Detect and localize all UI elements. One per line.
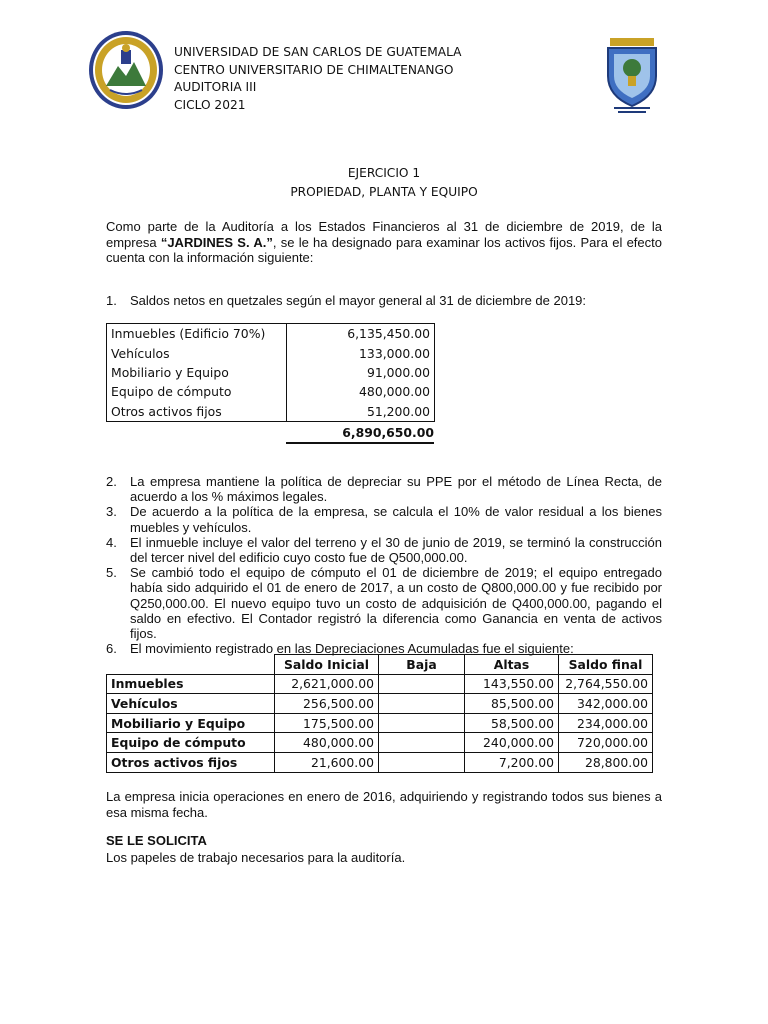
centro-universitario-shield-logo	[604, 36, 660, 114]
exercise-subtitle: PROPIEDAD, PLANTA Y EQUIPO	[290, 185, 478, 199]
net-balances-table	[106, 323, 435, 422]
saldo-inicial-cell: 480,000.00	[275, 733, 379, 753]
altas-cell: 240,000.00	[465, 733, 559, 753]
table-row	[107, 733, 653, 753]
list-item-number: 5.	[106, 565, 117, 581]
altas-cell: 7,200.00	[465, 752, 559, 772]
saldo-final-cell: 720,000.00	[559, 733, 653, 753]
table-row	[107, 713, 653, 733]
header-line: UNIVERSIDAD DE SAN CARLOS DE GUATEMALA	[174, 45, 462, 59]
exercise-title: EJERCICIO 1	[347, 166, 421, 180]
list-item-text: Saldos netos en quetzales según el mayor general al 31 de diciembre de 2019:	[130, 293, 587, 308]
header-line: AUDITORIA III	[174, 80, 257, 94]
saldo-final-cell: 28,800.00	[559, 752, 653, 772]
baja-cell	[379, 694, 465, 714]
intro-paragraph	[106, 219, 662, 266]
row-label: Mobiliario y Equipo	[107, 713, 275, 733]
university-seal-logo	[88, 30, 164, 110]
request-heading: SE LE SOLICITA	[106, 833, 207, 848]
intro-text-1: Como parte de la Auditoría a los Estados Financieros al 31 de diciembre de 2019, de la empresa	[106, 219, 662, 250]
institution-header	[174, 44, 461, 114]
list-item	[106, 504, 662, 534]
row-value: 91,000.00	[287, 363, 435, 382]
row-value: 6,135,450.00	[287, 324, 435, 344]
list-item-number: 1.	[106, 293, 117, 308]
table-row	[107, 324, 435, 344]
depreciation-table	[106, 654, 653, 773]
list-item-number: 2.	[106, 474, 117, 489]
company-name: “JARDINES S. A.”	[160, 234, 273, 250]
saldo-inicial-cell: 175,500.00	[275, 713, 379, 733]
row-label: Inmuebles	[107, 674, 275, 694]
row-label: Otros activos fijos	[107, 752, 275, 772]
row-label: Vehículos	[107, 343, 287, 362]
closing-paragraph: La empresa inicia operaciones en enero de 2016, adquiriendo y registrando todos sus bienes a esa misma fecha.	[106, 789, 662, 820]
row-label: Vehículos	[107, 694, 275, 714]
row-label: Equipo de cómputo	[107, 382, 287, 401]
saldo-final-cell: 342,000.00	[559, 694, 653, 714]
table-row	[107, 694, 653, 714]
list-item	[106, 535, 662, 565]
altas-cell: 85,500.00	[465, 694, 559, 714]
list-item-number: 6.	[106, 641, 117, 657]
altas-cell: 143,550.00	[465, 674, 559, 694]
baja-cell	[379, 713, 465, 733]
list-item	[106, 565, 662, 641]
table-row	[107, 674, 653, 694]
list-item-text: La empresa mantiene la política de depreciar su PPE por el método de Línea Recta, de acuerdo a los % máximos legales.	[130, 474, 662, 505]
table-header-row	[107, 655, 653, 675]
column-header: Saldo final	[559, 655, 653, 675]
list-item-text: Se cambió todo el equipo de cómputo el 01 de diciembre de 2019; el equipo entregado había sido adquirido el 01 de enero de 2017, a un costo de Q800,000.00 y fue recibido por Q250,000.00. El nuevo equipo tuvo un costo de adquisición de Q400,000.00, pagando el saldo en efectivo. El Contador registró la diferencia como Ganancia en venta de activos fijos.	[130, 565, 662, 642]
list-item-number: 3.	[106, 504, 117, 520]
saldo-inicial-cell: 2,621,000.00	[275, 674, 379, 694]
column-header: Baja	[379, 655, 465, 675]
saldo-final-cell: 234,000.00	[559, 713, 653, 733]
row-value: 51,200.00	[287, 402, 435, 422]
list-item	[106, 474, 662, 504]
table-row	[107, 382, 435, 401]
list-item-text: El movimiento registrado en las Depreciaciones Acumuladas fue el siguiente:	[130, 641, 574, 657]
header-line: CICLO 2021	[174, 97, 246, 112]
row-label: Mobiliario y Equipo	[107, 363, 287, 382]
table-row	[107, 752, 653, 772]
baja-cell	[379, 674, 465, 694]
table-row	[107, 343, 435, 362]
table-row	[107, 402, 435, 422]
list-item-number: 4.	[106, 534, 117, 550]
saldo-inicial-cell: 256,500.00	[275, 694, 379, 714]
row-label: Otros activos fijos	[107, 402, 287, 422]
altas-cell: 58,500.00	[465, 713, 559, 733]
column-header: Altas	[465, 655, 559, 675]
intro-text-2: , se le ha designado para examinar los activos fijos. Para el efecto cuenta con la información siguiente:	[106, 234, 662, 265]
table-row	[107, 363, 435, 382]
saldo-inicial-cell: 21,600.00	[275, 752, 379, 772]
baja-cell	[379, 752, 465, 772]
list-item-text: El inmueble incluye el valor del terreno y el 30 de junio de 2019, se terminó la construcción del tercer nivel del edificio cuyo costo fue de Q500,000.00.	[130, 534, 662, 566]
policy-list	[106, 474, 662, 656]
row-value: 133,000.00	[287, 343, 435, 362]
baja-cell	[379, 733, 465, 753]
list-item-text: De acuerdo a la política de la empresa, se calcula el 10% de valor residual a los bienes muebles y vehículos.	[130, 504, 662, 535]
row-label: Inmuebles (Edificio 70%)	[107, 324, 287, 344]
row-value: 480,000.00	[287, 382, 435, 401]
row-label: Equipo de cómputo	[107, 733, 275, 753]
request-text: Los papeles de trabajo necesarios para la auditoría.	[106, 850, 406, 865]
column-header: Saldo Inicial	[275, 655, 379, 675]
header-line: CENTRO UNIVERSITARIO DE CHIMALTENANGO	[174, 62, 454, 77]
list-item-1	[106, 293, 662, 308]
net-balances-total: 6,890,650.00	[286, 425, 434, 444]
saldo-final-cell: 2,764,550.00	[559, 674, 653, 694]
